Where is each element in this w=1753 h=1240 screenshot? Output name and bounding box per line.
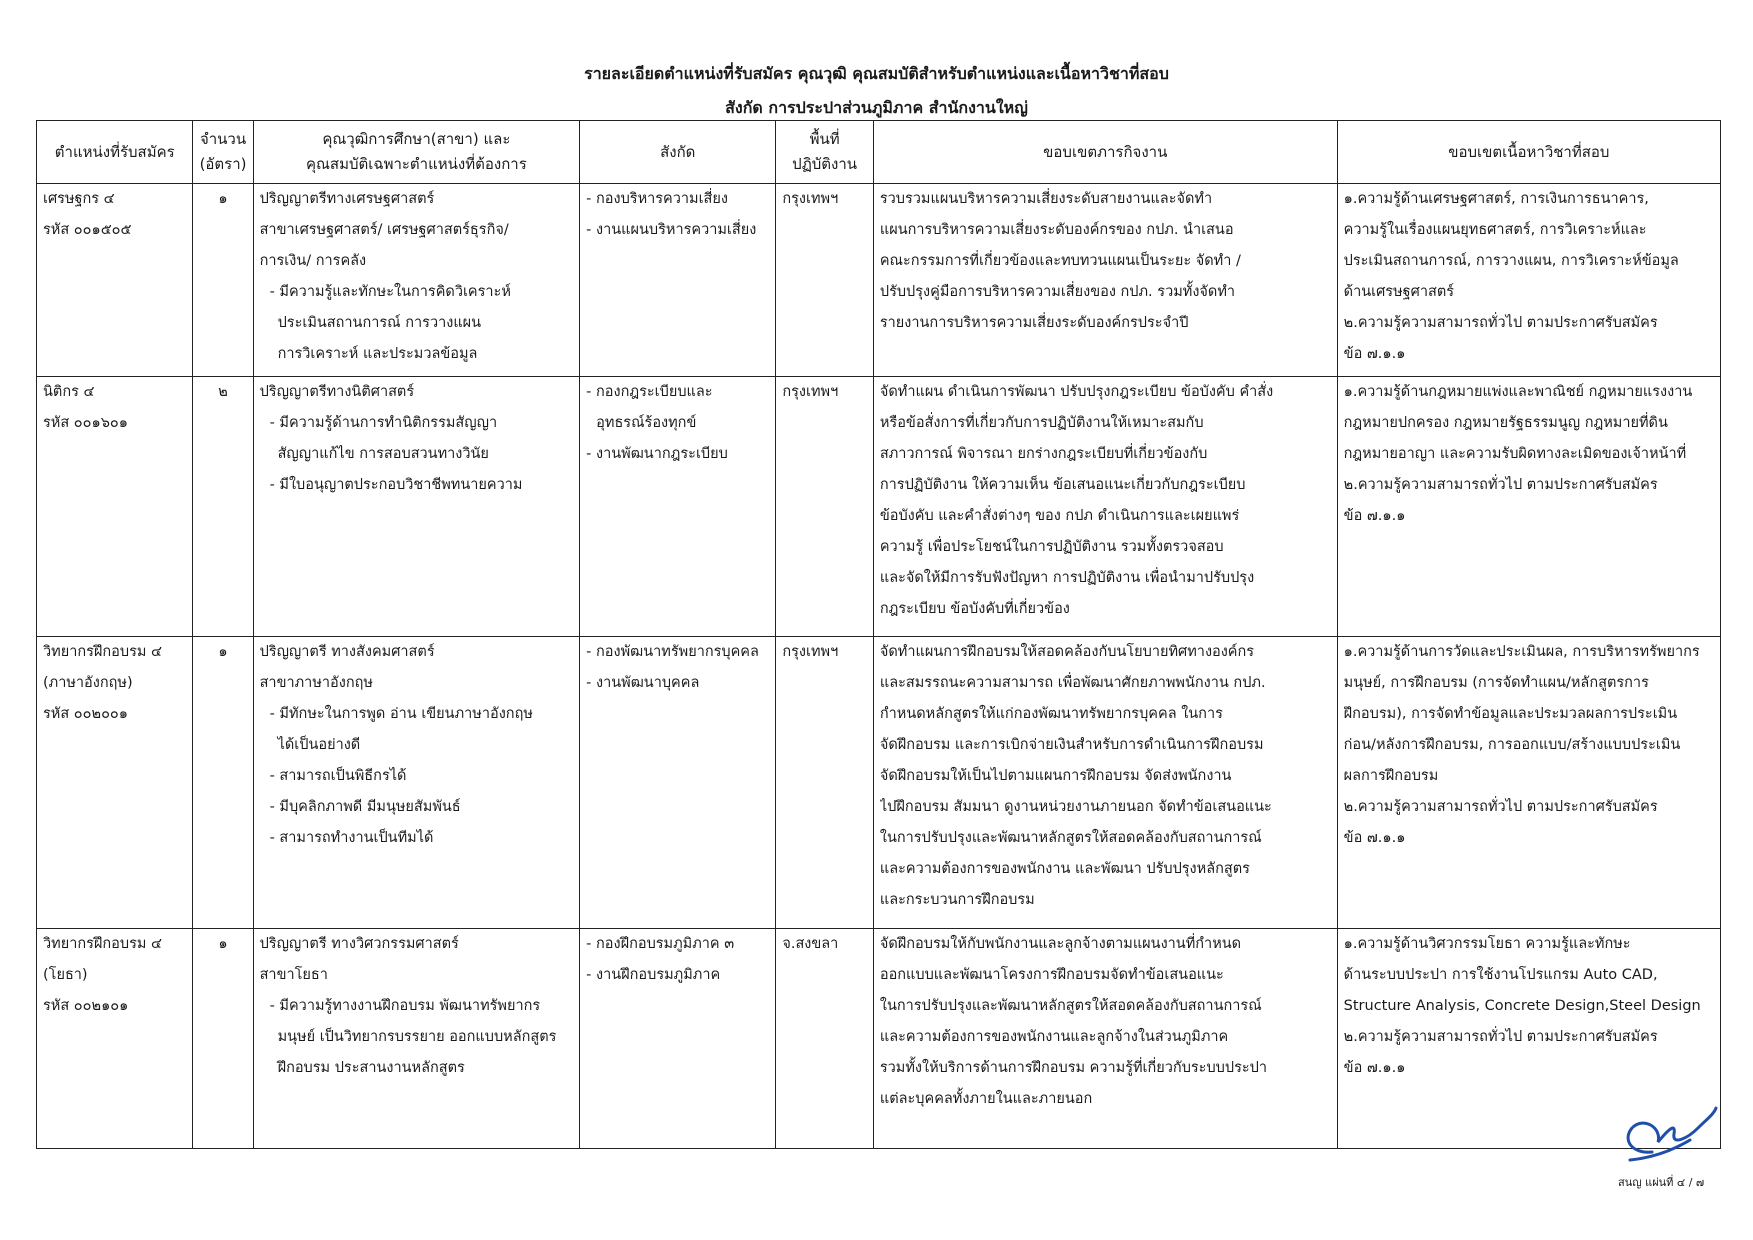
signature-mark: [1610, 1100, 1720, 1170]
exam-line: ข้อ ๗.๑.๑: [1343, 1060, 1406, 1076]
unit-line: - กองบริหารความเสี่ยง: [586, 191, 728, 207]
area-cell: กรุงเทพฯ: [776, 637, 874, 929]
table-row: [37, 637, 1721, 929]
exam-line: ๑.ความรู้ด้านเศรษฐศาสตร์, การเงินการธนาคาร,: [1343, 191, 1649, 207]
exam-line: ๒.ความรู้ความสามารถทั่วไป ตามประกาศรับสมัคร: [1343, 799, 1658, 815]
unit-line: อุทธรณ์ร้องทุกข์: [596, 415, 697, 431]
unit-line: - กองฝึกอบรมภูมิภาค ๓: [586, 936, 735, 952]
qualification-line: มนุษย์ เป็นวิทยากรบรรยาย ออกแบบหลักสูตร: [277, 1029, 557, 1045]
position-line: เศรษฐกร ๔: [43, 191, 115, 207]
duties-line: ในการปรับปรุงและพัฒนาหลักสูตรให้สอดคล้องกับสถานการณ์: [879, 830, 1262, 846]
duties-line: จัดทำแผนการฝึกอบรมให้สอดคล้องกับนโยบายทิศทางองค์กร: [879, 644, 1255, 660]
exam-line: ๑.ความรู้ด้านวิศวกรรมโยธา ความรู้และทักษะ: [1343, 936, 1631, 952]
qualification-line: - สามารถทำงานเป็นทีมได้: [269, 830, 434, 846]
unit-line: - กองพัฒนาทรัพยากรบุคคล: [586, 644, 759, 660]
count-cell: ๒: [193, 377, 253, 637]
position-line: รหัส ๐๐๒๑๐๑: [43, 998, 129, 1014]
duties-line: คณะกรรมการที่เกี่ยวข้องและทบทวนแผนเป็นระยะ จัดทำ /: [879, 253, 1241, 269]
exam-line: กฎหมายปกครอง กฎหมายรัฐธรรมนูญ กฎหมายที่ดิน: [1343, 415, 1668, 431]
duties-line: รวบรวมแผนบริหารความเสี่ยงระดับสายงานและจัดทำ: [879, 191, 1213, 207]
duties-line: จัดฝึกอบรมให้กับพนักงานและลูกจ้างตามแผนงานที่กำหนด: [879, 936, 1242, 952]
duties-line: และกระบวนการฝึกอบรม: [879, 892, 1035, 908]
qualification-line: ประเมินสถานการณ์ การวางแผน: [277, 315, 482, 331]
duties-line: จัดฝึกอบรมให้เป็นไปตามแผนการฝึกอบรม จัดส่งพนักงาน: [879, 768, 1232, 784]
position-line: รหัส ๐๐๒๐๐๑: [43, 706, 128, 722]
header-qualification-line: คุณสมบัติเฉพาะตำแหน่งที่ต้องการ: [305, 155, 527, 173]
header-exam: ขอบเขตเนื้อหาวิชาที่สอบ: [1337, 121, 1720, 184]
qualification-line: ได้เป็นอย่างดี: [277, 737, 361, 753]
exam-line: ๒.ความรู้ความสามารถทั่วไป ตามประกาศรับสมัคร: [1343, 315, 1658, 331]
exam-line: ข้อ ๗.๑.๑: [1343, 346, 1406, 362]
qualification-line: ปริญญาตรี ทางสังคมศาสตร์: [259, 644, 435, 660]
qualification-line: สาขาโยธา: [259, 967, 328, 983]
unit-cell: [580, 929, 776, 1149]
duties-line: กฎระเบียบ ข้อบังคับที่เกี่ยวข้อง: [879, 601, 1070, 617]
duties-line: หรือข้อสั่งการที่เกี่ยวกับการปฏิบัติงานให้เหมาะสมกับ: [879, 415, 1204, 431]
position-line: รหัส ๐๐๑๕๐๕: [43, 222, 132, 238]
qualification-line: - มีใบอนุญาตประกอบวิชาชีพทนายความ: [269, 477, 523, 493]
unit-line: - กองกฎระเบียบและ: [586, 384, 713, 400]
duties-line: ออกแบบและพัฒนาโครงการฝึกอบรมจัดทำข้อเสนอแนะ: [879, 967, 1224, 983]
position-cell: [37, 377, 193, 637]
position-cell: [37, 184, 193, 377]
unit-line: - งานแผนบริหารความเสี่ยง: [586, 222, 757, 238]
qualification-cell: [253, 184, 580, 377]
exam-line: ๒.ความรู้ความสามารถทั่วไป ตามประกาศรับสมัคร: [1343, 1029, 1658, 1045]
unit-line: - งานฝึกอบรมภูมิภาค: [586, 967, 721, 983]
header-count: [193, 121, 253, 184]
qualification-line: - มีความรู้ด้านการทำนิติกรรมสัญญา: [269, 415, 498, 431]
qualification-line: - มีความรู้และทักษะในการคิดวิเคราะห์: [269, 284, 511, 300]
unit-cell: [580, 184, 776, 377]
exam-line: ด้านเศรษฐศาสตร์: [1343, 284, 1455, 300]
qualification-cell: [253, 929, 580, 1149]
header-unit: สังกัด: [580, 121, 776, 184]
qualification-line: - มีทักษะในการพูด อ่าน เขียนภาษาอังกฤษ: [269, 706, 533, 722]
qualification-line: - สามารถเป็นพิธีกรได้: [269, 768, 407, 784]
header-area: [776, 121, 874, 184]
exam-line: ฝึกอบรม), การจัดทำข้อมูลและประมวลผลการประเมิน: [1343, 706, 1678, 722]
qualification-line: - มีบุคลิกภาพดี มีมนุษยสัมพันธ์: [269, 799, 461, 815]
qualification-line: การวิเคราะห์ และประมวลข้อมูล: [277, 346, 478, 362]
duties-cell: [873, 637, 1337, 929]
duties-line: และความต้องการของพนักงานและลูกจ้างในส่วนภูมิภาค: [879, 1029, 1229, 1045]
qualification-line: ปริญญาตรีทางนิติศาสตร์: [259, 384, 415, 400]
header-count-line: (อัตรา): [199, 155, 247, 173]
qualification-line: ปริญญาตรี ทางวิศวกรรมศาสตร์: [259, 936, 459, 952]
position-cell: [37, 637, 193, 929]
duties-line: ข้อบังคับ และคำสั่งต่างๆ ของ กปภ ดำเนินการและเผยแพร่: [879, 508, 1240, 524]
duties-cell: [873, 184, 1337, 377]
exam-line: ๑.ความรู้ด้านการวัดและประเมินผล, การบริหารทรัพยากร: [1343, 644, 1700, 660]
duties-line: แต่ละบุคคลทั้งภายในและภายนอก: [879, 1091, 1093, 1107]
duties-line: และความต้องการของพนักงาน และพัฒนา ปรับปรุงหลักสูตร: [879, 861, 1250, 877]
document-subtitle: สังกัด การประปาส่วนภูมิภาค สำนักงานใหญ่: [725, 98, 1028, 117]
qualification-line: - มีความรู้ทางงานฝึกอบรม พัฒนาทรัพยากร: [269, 998, 541, 1014]
table-row: [37, 929, 1721, 1149]
qualification-line: สาขาภาษาอังกฤษ: [259, 675, 373, 691]
qualification-cell: [253, 637, 580, 929]
duties-line: สภาวการณ์ พิจารณา ยกร่างกฎระเบียบที่เกี่ยวข้องกับ: [879, 446, 1208, 462]
table-row: [37, 184, 1721, 377]
duties-line: จัดฝึกอบรม และการเบิกจ่ายเงินสำหรับการดำเนินการฝึกอบรม: [879, 737, 1264, 753]
exam-line: ๒.ความรู้ความสามารถทั่วไป ตามประกาศรับสมัคร: [1343, 477, 1658, 493]
qualification-cell: [253, 377, 580, 637]
position-line: (โยธา): [43, 967, 88, 983]
positions-table: [36, 120, 1721, 1149]
header-position: ตำแหน่งที่รับสมัคร: [37, 121, 193, 184]
area-cell: กรุงเทพฯ: [776, 184, 874, 377]
duties-cell: [873, 377, 1337, 637]
duties-line: การปฏิบัติงาน ให้ความเห็น ข้อเสนอแนะเกี่ยวกับกฎระเบียบ: [879, 477, 1246, 493]
exam-cell: [1337, 637, 1720, 929]
header-duties: ขอบเขตภารกิจงาน: [873, 121, 1337, 184]
duties-line: ปรับปรุงคู่มือการบริหารความเสี่ยงของ กปภ. รวมทั้งจัดทำ: [879, 284, 1236, 300]
exam-line: ความรู้ในเรื่องแผนยุทธศาสตร์, การวิเคราะห์และ: [1343, 222, 1647, 238]
signature-stroke: [1628, 1108, 1716, 1160]
exam-line: ก่อน/หลังการฝึกอบรม, การออกแบบ/สร้างแบบประเมิน: [1343, 737, 1681, 753]
header-area-line: พื้นที่: [809, 130, 840, 148]
duties-line: ในการปรับปรุงและพัฒนาหลักสูตรให้สอดคล้องกับสถานการณ์: [879, 998, 1262, 1014]
header-qualification-line: คุณวุฒิการศึกษา(สาขา) และ: [322, 130, 511, 148]
position-line: (ภาษาอังกฤษ): [43, 675, 133, 691]
area-cell: กรุงเทพฯ: [776, 377, 874, 637]
qualification-line: ฝึกอบรม ประสานงานหลักสูตร: [277, 1060, 465, 1076]
unit-line: - งานพัฒนากฎระเบียบ: [586, 446, 728, 462]
duties-line: รวมทั้งให้บริการด้านการฝึกอบรม ความรู้ที่เกี่ยวกับระบบประปา: [879, 1060, 1268, 1076]
duties-line: แผนการบริหารความเสี่ยงระดับองค์กรของ กปภ. นำเสนอ: [879, 222, 1234, 238]
qualification-line: สัญญาแก้ไข การสอบสวนทางวินัย: [277, 446, 489, 462]
duties-line: ความรู้ เพื่อประโยชน์ในการปฏิบัติงาน รวมทั้งตรวจสอบ: [879, 539, 1224, 555]
position-line: รหัส ๐๐๑๖๐๑: [43, 415, 128, 431]
qualification-line: สาขาเศรษฐศาสตร์/ เศรษฐศาสตร์ธุรกิจ/: [259, 222, 509, 238]
page-number-label: สนญ แผ่นที่ ๔ / ๗: [1618, 1176, 1705, 1189]
exam-line: กฎหมายอาญา และความรับผิดทางละเมิดของเจ้าหน้าที่: [1343, 446, 1687, 462]
position-line: วิทยากรฝึกอบรม ๔: [43, 644, 163, 660]
exam-line: ข้อ ๗.๑.๑: [1343, 508, 1406, 524]
duties-line: รายงานการบริหารความเสี่ยงระดับองค์กรประจำปี: [879, 315, 1189, 331]
exam-line: Structure Analysis, Concrete Design,Steel Design: [1343, 998, 1701, 1014]
position-line: นิติกร ๔: [43, 384, 95, 400]
header-count-line: จำนวน: [199, 130, 247, 148]
position-line: วิทยากรฝึกอบรม ๔: [43, 936, 163, 952]
header-area-line: ปฏิบัติงาน: [792, 155, 858, 173]
unit-line: - งานพัฒนาบุคคล: [586, 675, 700, 691]
exam-cell: [1337, 377, 1720, 637]
table-row: [37, 377, 1721, 637]
exam-line: ข้อ ๗.๑.๑: [1343, 830, 1406, 846]
exam-line: ๑.ความรู้ด้านกฎหมายแพ่งและพาณิชย์ กฎหมายแรงงาน: [1343, 384, 1693, 400]
table-header-row: [37, 121, 1721, 184]
unit-cell: [580, 637, 776, 929]
count-cell: ๑: [193, 637, 253, 929]
duties-line: และสมรรถนะความสามารถ เพื่อพัฒนาศักยภาพพนักงาน กปภ.: [879, 675, 1266, 691]
count-cell: ๑: [193, 184, 253, 377]
duties-line: กำหนดหลักสูตรให้แก่กองพัฒนาทรัพยากรบุคคล ในการ: [879, 706, 1223, 722]
duties-line: ไปฝึกอบรม สัมมนา ดูงานหน่วยงานภายนอก จัดทำข้อเสนอแนะ: [879, 799, 1272, 815]
unit-cell: [580, 377, 776, 637]
exam-line: ประเมินสถานการณ์, การวางแผน, การวิเคราะห์ข้อมูล: [1343, 253, 1679, 269]
header-qualification: [253, 121, 580, 184]
duties-cell: [873, 929, 1337, 1149]
document-title: รายละเอียดตำแหน่งที่รับสมัคร คุณวุฒิ คุณสมบัติสำหรับตำแหน่งและเนื้อหาวิชาที่สอบ: [584, 64, 1169, 83]
qualification-line: การเงิน/ การคลัง: [259, 253, 367, 269]
qualification-line: ปริญญาตรีทางเศรษฐศาสตร์: [259, 191, 435, 207]
exam-line: มนุษย์, การฝึกอบรม (การจัดทำแผน/หลักสูตรการ: [1343, 675, 1649, 691]
area-cell: จ.สงขลา: [776, 929, 874, 1149]
exam-cell: [1337, 184, 1720, 377]
duties-line: จัดทำแผน ดำเนินการพัฒนา ปรับปรุงกฎระเบียบ ข้อบังคับ คำสั่ง: [879, 384, 1274, 400]
count-cell: ๑: [193, 929, 253, 1149]
duties-line: และจัดให้มีการรับฟังปัญหา การปฏิบัติงาน เพื่อนำมาปรับปรุง: [879, 570, 1255, 586]
exam-line: ด้านระบบประปา การใช้งานโปรแกรม Auto CAD,: [1343, 967, 1658, 983]
exam-line: ผลการฝึกอบรม: [1343, 768, 1439, 784]
position-cell: [37, 929, 193, 1149]
